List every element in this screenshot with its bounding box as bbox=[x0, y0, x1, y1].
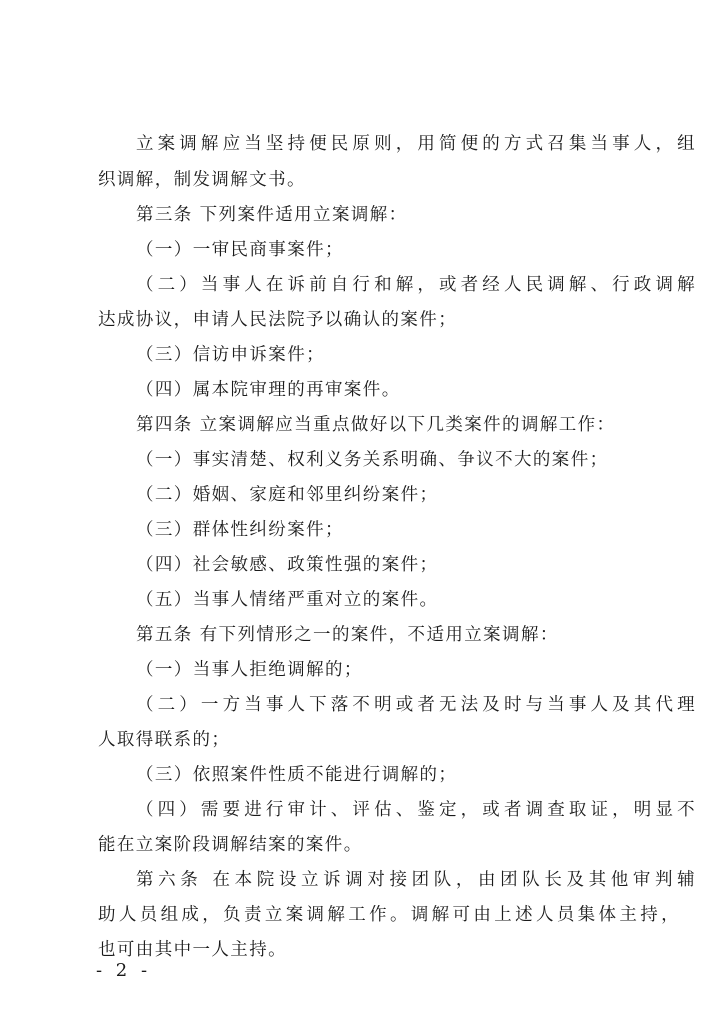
list-item-continuation: 达成协议，申请人民法院予以确认的案件； bbox=[98, 310, 458, 330]
list-item: （二）一方当事人下落不明或者无法及时与当事人及其代理 bbox=[136, 695, 696, 715]
list-item: （三）群体性纠纷案件； bbox=[136, 520, 344, 540]
list-item: （三）依照案件性质不能进行调解的； bbox=[136, 765, 458, 785]
list-item: （一）事实清楚、权利义务关系明确、争议不大的案件； bbox=[136, 450, 609, 470]
article-heading: 第六条 在本院设立诉调对接团队，由团队长及其他审判辅 bbox=[136, 870, 696, 890]
article-heading: 第四条 立案调解应当重点做好以下几类案件的调解工作： bbox=[136, 415, 616, 435]
list-item-continuation: 人取得联系的； bbox=[98, 730, 231, 750]
page-number: - 2 - bbox=[96, 960, 152, 981]
list-item-continuation: 能在立案阶段调解结案的案件。 bbox=[98, 835, 363, 855]
list-item: （四）需要进行审计、评估、鉴定，或者调查取证，明显不 bbox=[136, 800, 696, 820]
list-item: （三）信访申诉案件； bbox=[136, 345, 325, 365]
article-heading: 第三条 下列案件适用立案调解： bbox=[136, 205, 408, 225]
list-item: （一）一审民商事案件； bbox=[136, 240, 344, 260]
paragraph-line: 也可由其中一人主持。 bbox=[98, 940, 287, 960]
list-item: （四）社会敏感、政策性强的案件； bbox=[136, 555, 439, 575]
list-item: （四）属本院审理的再审案件。 bbox=[136, 380, 401, 400]
article-heading: 第五条 有下列情形之一的案件，不适用立案调解： bbox=[136, 625, 559, 645]
paragraph-line: 助人员组成，负责立案调解工作。调解可由上述人员集体主持， bbox=[98, 905, 680, 925]
list-item: （一）当事人拒绝调解的； bbox=[136, 660, 363, 680]
list-item: （二）婚姻、家庭和邻里纠纷案件； bbox=[136, 485, 439, 505]
paragraph-line: 立案调解应当坚持便民原则，用简便的方式召集当事人，组 bbox=[136, 134, 696, 154]
paragraph-line: 织调解，制发调解文书。 bbox=[98, 170, 306, 190]
list-item: （二）当事人在诉前自行和解，或者经人民调解、行政调解 bbox=[136, 275, 696, 295]
list-item: （五）当事人情绪严重对立的案件。 bbox=[136, 590, 439, 610]
